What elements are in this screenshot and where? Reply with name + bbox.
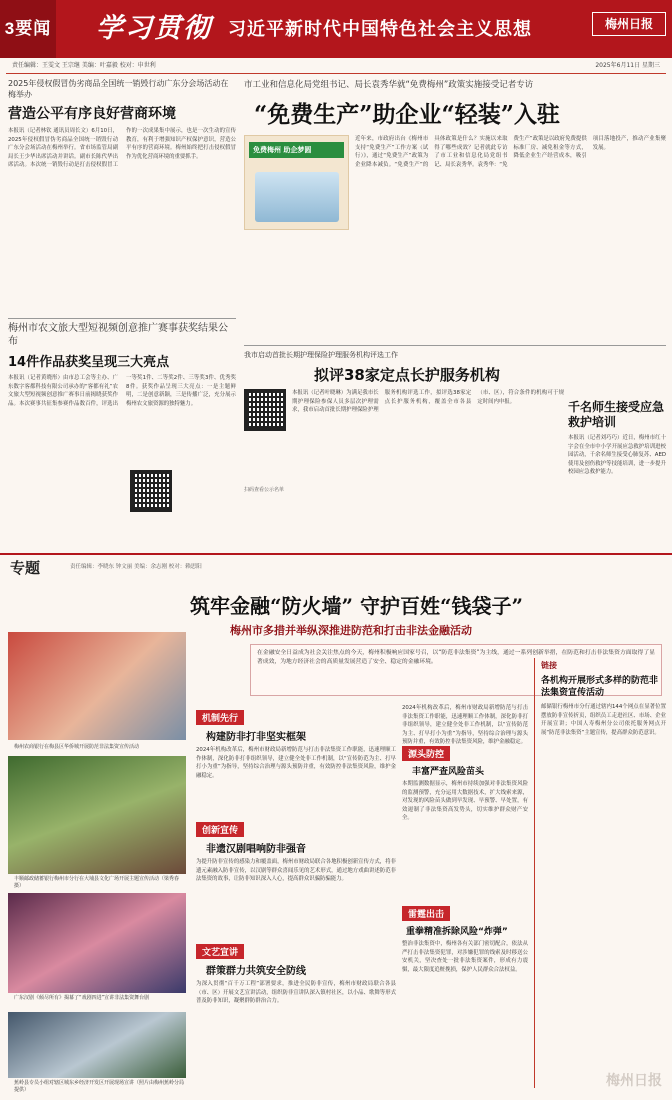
section-tag: 机制先行 bbox=[196, 710, 244, 725]
photo-bank-event bbox=[8, 632, 186, 740]
qr-code-icon[interactable] bbox=[130, 470, 172, 512]
feature-tag: 免费梅州 助企梦圆 bbox=[249, 142, 344, 158]
section-tag: 创新宣传 bbox=[196, 822, 244, 837]
section-headline: 重拳精准拆除风险“炸弹” bbox=[406, 927, 508, 937]
side-label: 链接 bbox=[541, 661, 557, 670]
section-rule bbox=[0, 553, 672, 555]
photo-jiaoling-visit bbox=[8, 1012, 186, 1078]
column-title: 学习贯彻 bbox=[96, 13, 212, 44]
feature-graphic bbox=[244, 135, 349, 230]
section-headline: 群策群力共筑安全防线 bbox=[206, 966, 306, 977]
intro-text: 在金融安全日益成为社会关注焦点的今天，梅州积极响应国家号召，以“防范非法集资”为主线，通过一系列创新举措，在防范和打击非法集资方面取得了显著成效，为地方经济社会的高质量发展营造了安全、稳定的金融环境。 bbox=[257, 650, 655, 665]
article-headline: “免费生产”助企业“轻装”入驻 bbox=[254, 101, 560, 128]
qr-code-icon[interactable] bbox=[244, 389, 286, 431]
section-tag: 源头防控 bbox=[402, 746, 450, 761]
section-crackdown bbox=[402, 902, 528, 1090]
section-headline: 非遗汉剧唱响防非强音 bbox=[206, 844, 306, 855]
page-number: 3要闻 bbox=[0, 0, 56, 58]
section-body: 为深入贯彻“百千万工程”部署要求，推进全民防非宣传，梅州市财政局联合各县（市、区）开展文艺宣讲活动，组织防非宣讲队深入镇村社区，以小品、歌舞等形式普及防非知识，凝聚群防群治合力。 bbox=[196, 981, 396, 1005]
photo-caption: 广东汉剧《倾尽所有》揭幕了“戏剧四进”宣讲非法集资舞台剧 bbox=[14, 995, 150, 1001]
section-headline: 构建防非打非坚实框架 bbox=[206, 732, 306, 743]
section-arts bbox=[196, 940, 396, 1100]
section-body: 本期监测数据显示，梅州市持续加强对非法集资风险的监测预警，充分运用大数据技术，扩大线索来源，对发现的风险苗头做到早发现、早预警、早处置，有效遏制了非法集资高发势头，切实维护群众财产安全。 bbox=[402, 781, 528, 822]
qr-label: 扫码查看公示名单 bbox=[244, 487, 285, 493]
photo-opera-stage bbox=[8, 893, 186, 993]
section-body: 2024年机构改革后，梅州市财政局新增防范与打击非法集资工作职能，迅速理顺工作体制，深化防非打非组织领导，建立健全处非工作机制，以“宣传防范为主、打早打小为重”为指导，坚持综合治理与源头预防并重，有效防控非法集资风险，维护金融稳定。 bbox=[196, 747, 396, 779]
side-body: 邮储银行梅州市分行通过辖内144个网点在显著位置摆放防非宣传折页，组织员工走进社区、市场、企业开展宣讲；中国人寿梅州分公司依托服务网点开展“防范非法集资”主题宣传，提高群众防范意识。 bbox=[541, 704, 666, 736]
top-rule bbox=[6, 73, 666, 74]
qr-block-left bbox=[130, 470, 220, 530]
side-headline: 各机构开展形式多样的防范非法集资宣传活动 bbox=[541, 676, 659, 698]
photo-postal-event bbox=[8, 756, 186, 874]
portrait-photo bbox=[255, 172, 339, 222]
photo-caption: 梅州农商银行在梅县区华侨城开展防范非法集资宣传活动 bbox=[14, 744, 140, 750]
section-tag: 雷霆出击 bbox=[402, 906, 450, 921]
article-headline: 拟评38家定点长护服务机构 bbox=[314, 366, 500, 384]
article-ip-destruction bbox=[8, 78, 236, 307]
editors-line: 责任编辑：王雯文 王宗继 美编：叶嘉毅 校对：申世利 bbox=[12, 62, 156, 69]
masthead-bar bbox=[0, 0, 672, 58]
article-first-aid bbox=[568, 400, 666, 564]
divider bbox=[8, 318, 236, 319]
page-meta bbox=[0, 60, 672, 72]
section-body: 整治非法集资中，梅州各有关部门密切配合，依法从严打击非法集资犯罪，对涉嫌犯罪的线索及时移送公安机关，坚决查处一批非法集资案件，形成有力震慑，最大限度追赃挽损，保护人民群众合法权益。 bbox=[402, 941, 528, 973]
article-kicker: 2025年侵权假冒伪劣商品全国统一销毁行动广东分会场活动在梅举办 bbox=[8, 79, 229, 99]
article-kicker: 我市启动首批长期护理保险护理服务机构评选工作 bbox=[244, 351, 398, 359]
article-kicker: 梅州市农文旅大型短视频创意推广赛事获奖结果公布 bbox=[8, 323, 228, 347]
special-headline: 筑牢金融“防火墙” 守护百姓“钱袋子” bbox=[190, 594, 523, 618]
section-source-control bbox=[402, 742, 528, 880]
photo-caption: 蕉岭县专员小组对辖区城东乡经济开发区开展现场宣讲（照片由梅州蕉岭分局提供） bbox=[14, 1080, 185, 1093]
newspaper-logo: 梅州日报 bbox=[592, 12, 666, 36]
special-subhead: 梅州市多措并举纵深推进防范和打击非法金融活动 bbox=[230, 624, 472, 637]
section-publicity bbox=[196, 818, 396, 928]
article-headline: 14件作品获奖呈现三大亮点 bbox=[8, 355, 170, 370]
column-continuation: 2024年机构改革后，梅州市财政局新增防范与打击非法集资工作职能，迅速理顺工作体制，深化防非打非组织领导，建立健全处非工作机制，以“宣传防范为主、打早打小为重”为指导，坚持综合治理与源头预防并重，有效防控非法集资风险，维护金融稳定。 bbox=[402, 705, 528, 746]
column-subtitle: 习近平新时代中国特色社会主义思想 bbox=[228, 19, 532, 40]
photo-caption: 丰顺邮政储蓄银行梅州市分行在大埔县文化广场开展主题宣传活动（梁秀春 摄） bbox=[14, 876, 180, 889]
section-tag: 文艺宣讲 bbox=[196, 944, 244, 959]
side-column bbox=[534, 658, 666, 1088]
article-body: 近年来，市政府出台《梅州市支持“免费生产”工作方案（试行）》，通过“免费生产”政策为企业降本减负。“免费生产”的具体政策是什么？实施以来取得了哪些成效？记者就此专访了市工业和信息化局党组书记、局长袁秀华。袁秀华：“免费生产”政策是以政府免费提供标准厂房、减免租金等方式，降低企业生产经营成本，吸引项目落地投产，推动产业集聚发展。 bbox=[355, 136, 666, 168]
section-mechanism bbox=[196, 706, 396, 824]
article-body: 本报讯（记者刘巧巧）近日，梅州市红十字会在全市中小学开展应急救护培训进校园活动，千余名师生接受心肺复苏、AED使用及创伤救护等技能培训，进一步提升校园应急救护能力。 bbox=[568, 435, 666, 476]
section-editors: 责任编辑：李晓东 钟文丽 美编：余志刚 校对：赖思阳 bbox=[70, 564, 202, 570]
article-body: 本报讯（记者黄晓彤）由市总工会等主办、广东数字客都科技有限公司承办的“客都有礼”农文旅大型短视频创意推广赛事日前揭晓获奖作品。本次赛事共征集参赛作品数百件，评选出一等奖1件、二等奖2件、三等奖3件、优秀奖8件。获奖作品呈现三大亮点：一是主题鲜明，二是创意新颖，三是传播广泛，充分展示梅州农文旅资源的独特魅力。 bbox=[8, 375, 236, 407]
article-body: 本报讯（记者叶晓琳）为满足我市长期护理保险参保人员多层次护理需求，我市启动首批长期护理保险护理服务机构评选工作，拟评选38家定点长护服务机构，覆盖全市各县（市、区），符合条件的机构可于规定时间内申报。 bbox=[292, 390, 564, 414]
article-headline: 千名师生接受应急救护培训 bbox=[568, 400, 665, 429]
watermark-logo: 梅州日报 bbox=[606, 1073, 662, 1089]
article-free-production bbox=[244, 78, 666, 345]
article-ltc-insurance bbox=[244, 350, 564, 493]
article-kicker: 市工业和信息化局党组书记、局长袁秀华就“免费梅州”政策实施接受记者专访 bbox=[244, 80, 534, 90]
article-headline: 营造公平有序良好营商环境 bbox=[8, 106, 176, 122]
section-headline: 丰富严查风险苗头 bbox=[412, 767, 485, 777]
issue-date: 2025年6月11日 星期三 bbox=[595, 62, 660, 69]
section-body: 为提升防非宣传的感染力和覆盖面，梅州市财政局联合各地积极创新宣传方式，将非遗元素融入防非宣传，以汉剧等群众喜闻乐见的艺术形式，通过地方戏曲讲述防范非法集资的故事，让防非知识深入人心，提高群众识骗防骗能力。 bbox=[196, 859, 396, 883]
article-video-contest bbox=[8, 322, 236, 474]
article-body: 本报讯（记者林钦 通讯员周长文）6月10日，2025年侵权假冒伪劣商品全国统一销毁行动广东分会场活动在梅州举行。省市场监管局副局长王少华出席活动并讲话。副市长陈代华出席活动。本次统一销毁行动是打击侵权假冒工作的一次成果集中展示，也是一次生动的宣传教育，有利于增强知识产权保护意识，营造公平有序的营商环境。梅州始终把打击侵权假冒作为优化营商环境的重要抓手。 bbox=[8, 128, 236, 169]
section-label: 专题 bbox=[10, 559, 41, 577]
divider bbox=[244, 345, 666, 346]
